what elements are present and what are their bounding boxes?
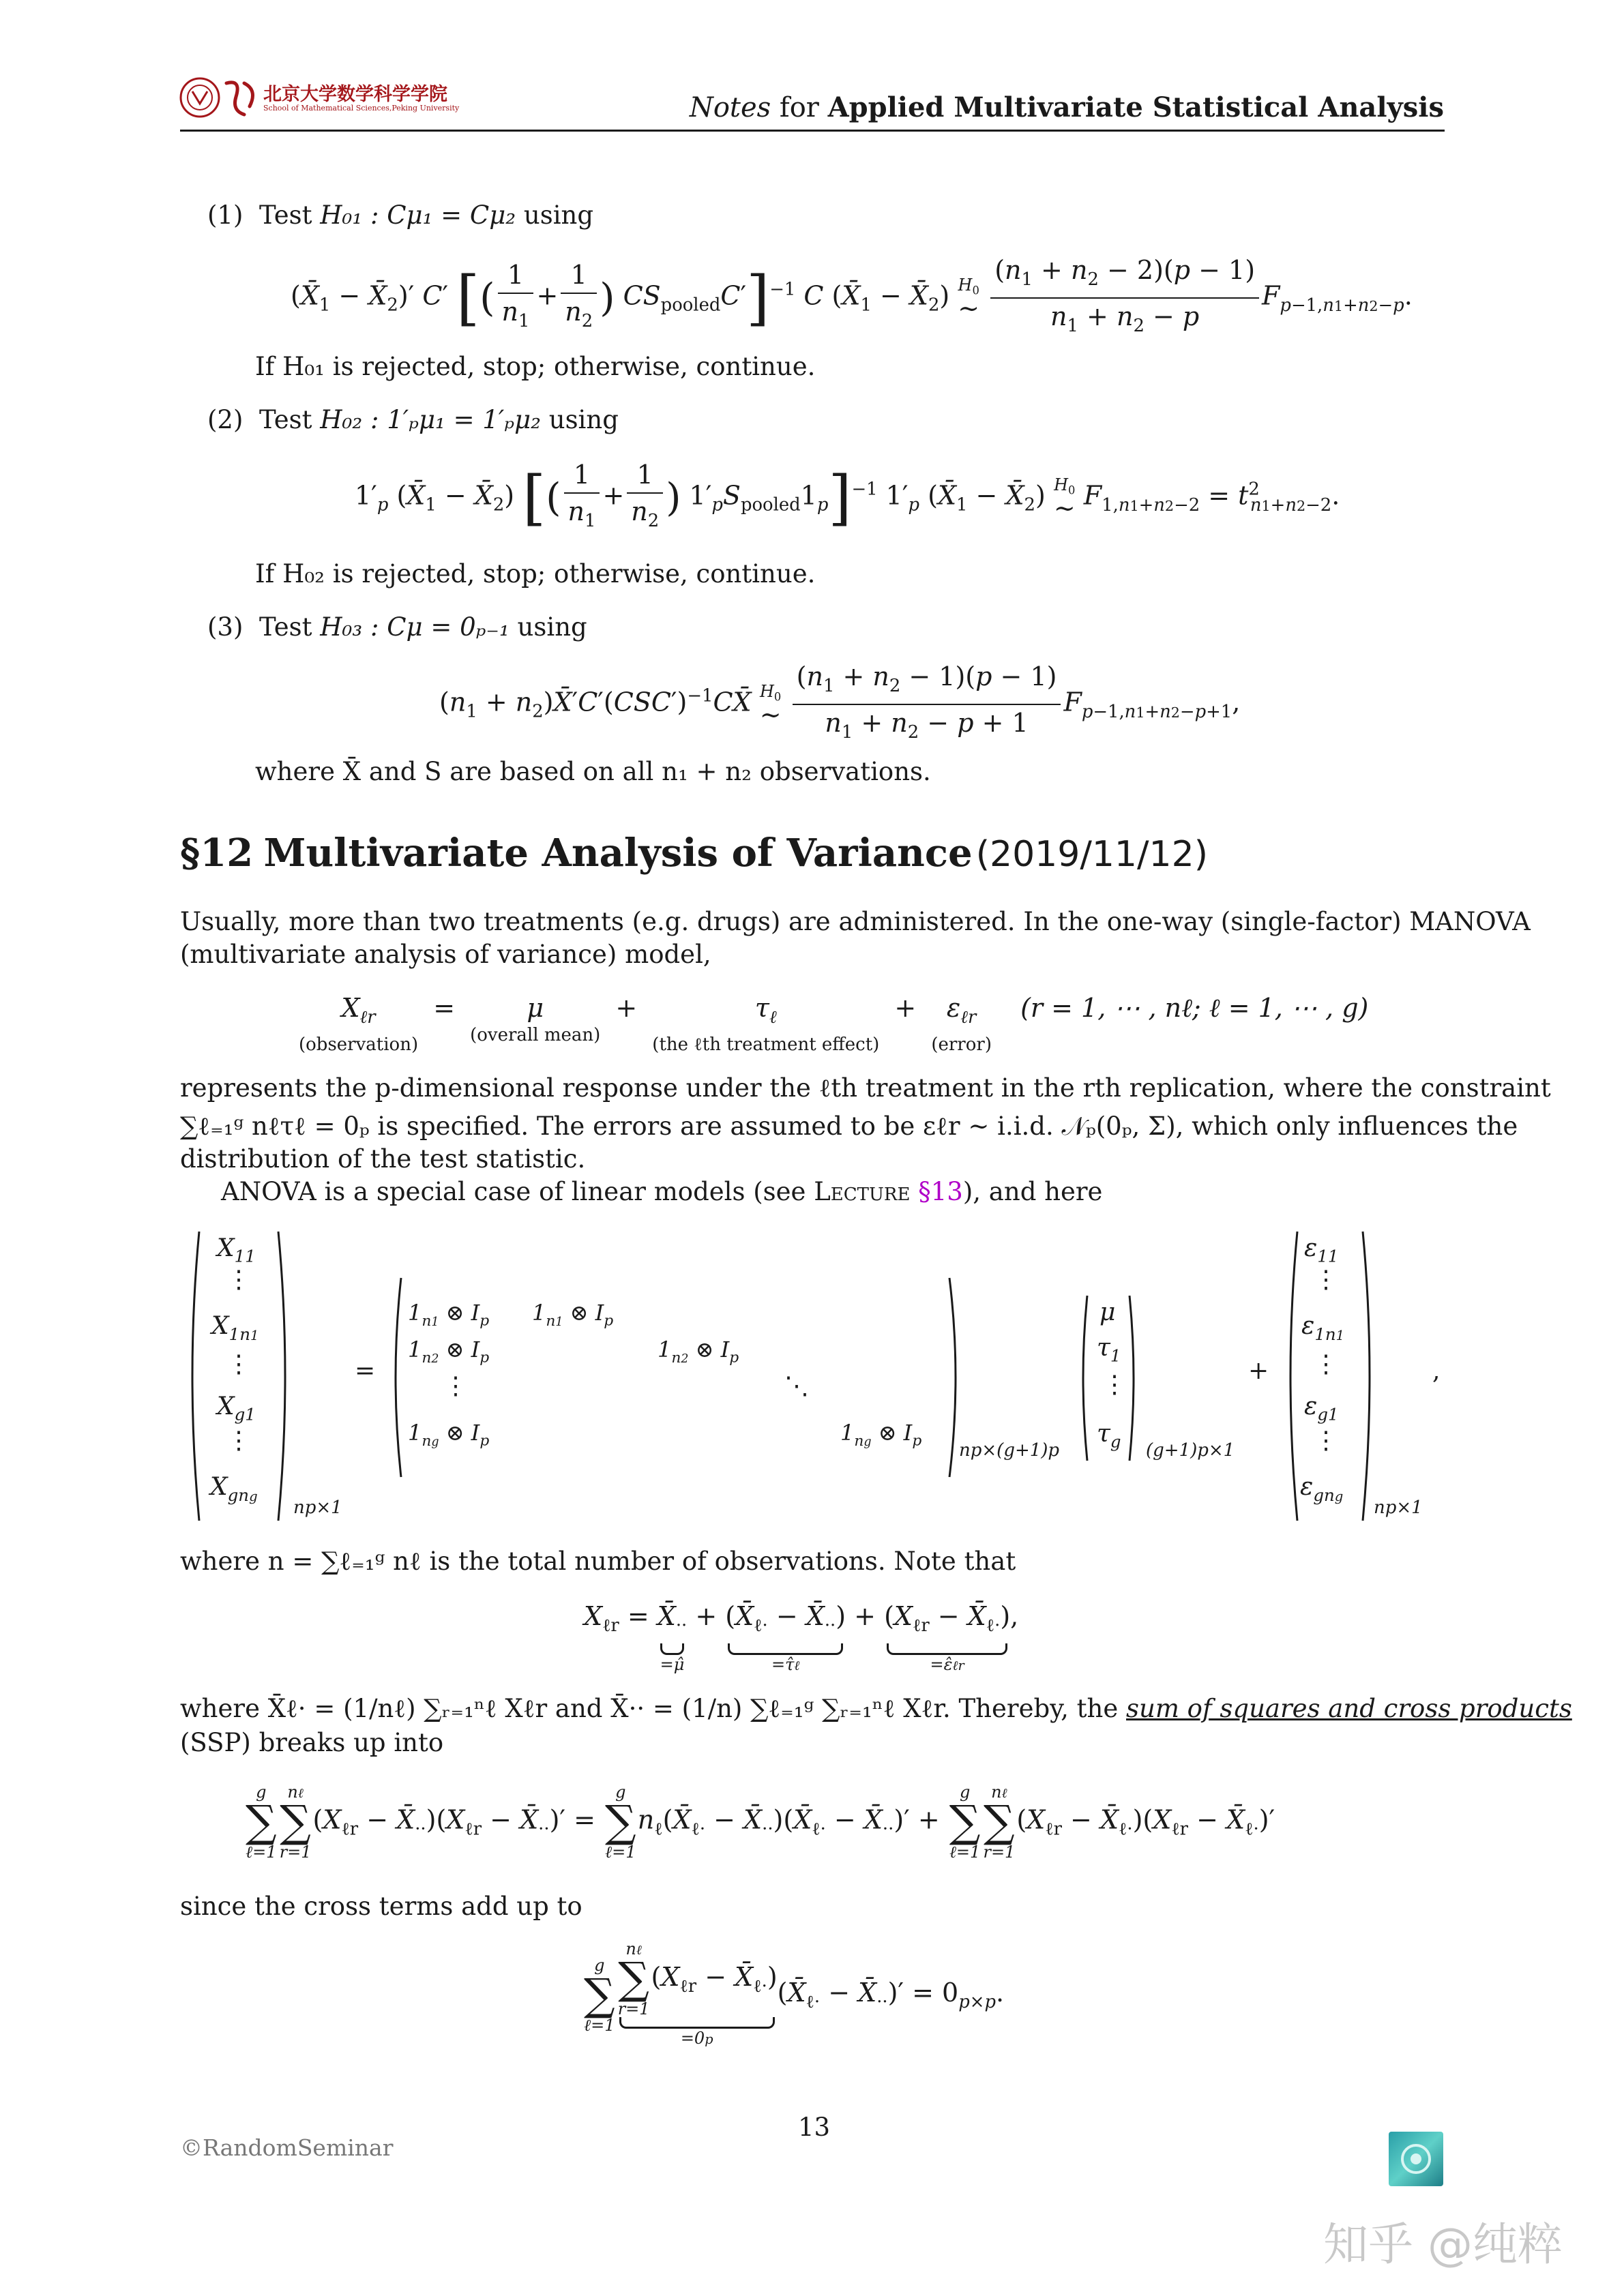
- cross-terms-equation: g ∑ ℓ=1 nℓ ∑ r=1 ($X_{\ell r}$ − $X̄_{\ell\cdot}$) =0p ($X̄_{\ell\cdot}$ − $X̄_{\cdot\cdot})' = 0_{p\times p}$.: [584, 1939, 1005, 2048]
- pku-logo-mark-icon: [224, 76, 259, 119]
- logo-en-text: School of Mathematical Sciences,Peking University: [263, 104, 460, 113]
- step-3-after: where X̄ and S are based on all n₁ + n₂ observations.: [255, 757, 931, 786]
- equation-step-1: ($X̄_1$ − $X̄_2)'$ C′ [( $\frac{1}{n_1}$ + $\frac{1}{n_2}$ ) $CS_{pooled}C']^{-1}$ C ($X̄_1$ − $X̄_2$) $H_0$ ∼ $\frac{(n_1 + n_2 - 2)(p - 1)}{n_1 + n_2 - p}$ $F_{p-1,n1+n2-p}$.: [291, 252, 1413, 344]
- matrix-equation: $X_{11}$ ⋮ $X_{1n1}$ ⋮ $X_{g1}$ ⋮ $X_{gng}$ np×1 = $1_{n1}$ ⊗ $I_p$ $1_{n1}$ ⊗ $I_p$ $1_{n2}$ ⊗ $I_p$ $1_{n2}$ ⊗ $I_p$ ⋮ ⋱ $1_{ng}$ ⊗ $I_p$ $1_{ng}$ ⊗ $I_p$ np×(g+1)p μ $\tau_1$ ⋮ $\tau_g$ (g+1)p×1 + $\varepsilon_{11}$ ⋮ $\varepsilon_{1n1}$ ⋮ $\varepsilon_{g1}$ ⋮ $\varepsilon_{gng}$ np×1 ,: [184, 1227, 1466, 1527]
- paragraph-2-line-2: ∑ℓ₌₁ᵍ nℓτℓ = 0ₚ is specified. The errors are assumed to be εℓr ~ i.i.d. 𝒩ₚ(0ₚ, Σ), which only influences the: [180, 1112, 1518, 1141]
- header-title: Notes for Applied Multivariate Statistical Analysis: [689, 91, 1444, 123]
- paragraph-2-line-1: represents the p-dimensional response under the ℓth treatment in the rth replication, where the constraint: [180, 1073, 1551, 1103]
- header-rule: [180, 130, 1445, 132]
- step-3-heading: (3) Test H₀₃ : Cμ = 0ₚ₋₁ using: [207, 612, 587, 642]
- model-equation: $X_{\ell r}$ (observation) = μ (overall mean) + $\tau_\ell$ (the ℓth treatment effect) + $\varepsilon_{\ell r}$ (error) (r = 1, ⋯ , nℓ; ℓ = 1, ⋯ , g): [299, 993, 1369, 1056]
- label-overall-mean: (overall mean): [470, 1025, 601, 1045]
- qr-badge-icon: [1389, 2132, 1443, 2186]
- step-2-heading: (2) Test H₀₂ : 1′ₚμ₁ = 1′ₚμ₂ using: [207, 405, 619, 434]
- paragraph-4: where n = ∑ℓ₌₁ᵍ nℓ is the total number of observations. Note that: [180, 1547, 1016, 1576]
- label-treatment-effect: (the ℓth treatment effect): [652, 1034, 880, 1056]
- paragraph-5-line-1: where X̄ℓ· = (1/nℓ) ∑ᵣ₌₁ⁿℓ Xℓr and X̄·· = (1/n) ∑ℓ₌₁ᵍ ∑ᵣ₌₁ⁿℓ Xℓr. Thereby, the sum of squares and cross products: [180, 1694, 1572, 1723]
- paragraph-3: ANOVA is a special case of linear models (see Lecture §13), and here: [221, 1177, 1103, 1206]
- paragraph-5-line-2: (SSP) breaks up into: [180, 1728, 444, 1757]
- ssp-equation: g ∑ ℓ=1 nℓ ∑ r=1 ($X_{\ell r}$ − $X̄_{\cdot\cdot})(X_{\ell r}$ − $X̄_{\cdot\cdot})'$ = g ∑ ℓ=1 $n_\ell(X̄_{\ell\cdot}$ − $X̄_{\cdot\cdot})(X̄_{\ell\cdot}$ − $X̄_{\cdot\cdot})'$ + g ∑ ℓ=1 nℓ ∑ r=1 ($X_{\ell r}$ − $X̄_{\ell\cdot})(X_{\ell r}$ − $X̄_{\ell\cdot})'$: [246, 1783, 1275, 1862]
- decomposition-equation: $X_{\ell r}$ = $X̄_{\cdot\cdot}$ =μ̂ + ($X̄_{\ell\cdot}$ − $X̄_{\cdot\cdot}$) =τ̂ℓ + ($X_{\ell r}$ − $X̄_{\ell\cdot}$) =ε̂ℓr ,: [584, 1601, 1019, 1675]
- paragraph-2-line-3: distribution of the test statistic.: [180, 1144, 586, 1174]
- pku-seal-icon: [179, 76, 221, 119]
- index-range: (r = 1, ⋯ , nℓ; ℓ = 1, ⋯ , g): [1020, 993, 1369, 1023]
- paragraph-1-line-1: Usually, more than two treatments (e.g. drugs) are administered. In the one-way (single-factor) MANOVA: [180, 907, 1531, 936]
- equation-step-2: $1'_p$ ($X̄_1$ − $X̄_2$) [( $\frac{1}{n_1}$ + $\frac{1}{n_2}$ ) $1'_pS_{pooled}1_p]^{-1}$ $1'_p$ ($X̄_1$ − $X̄_2$) $H_0$ ∼ $F_{1,n1+n2-2} = t^2_{n1+n2-2}$.: [355, 457, 1340, 539]
- label-error: (error): [931, 1034, 992, 1056]
- logo-cn-text: 北京大学数学科学学院: [263, 84, 447, 105]
- lecture-13-link[interactable]: §13: [918, 1177, 963, 1206]
- step-1-heading: (1) Test H₀₁ : Cμ₁ = Cμ₂ using: [207, 200, 594, 230]
- page-number: 13: [798, 2113, 831, 2142]
- header-logo: [179, 74, 465, 123]
- paragraph-1-line-2: (multivariate analysis of variance) model,: [180, 940, 711, 969]
- paragraph-6: since the cross terms add up to: [180, 1892, 582, 1921]
- watermark: 知乎 @纯粹: [1323, 2218, 1563, 2271]
- equation-step-3: ($n_1$ + $n_2)X̄'C'(CSC')^{-1}CX̄$ $H_0$ ∼ $\frac{(n_1 + n_2 - 1)(p - 1)}{n_1 + n_2 - p + 1}$ $F_{p-1,n1+n2-p+1}$,: [439, 659, 1240, 750]
- step-1-after: If H₀₁ is rejected, stop; otherwise, continue.: [255, 352, 816, 381]
- section-heading: §12 Multivariate Analysis of Variance (2019/11/12): [180, 831, 1208, 876]
- label-observation: (observation): [299, 1034, 419, 1056]
- step-2-after: If H₀₂ is rejected, stop; otherwise, continue.: [255, 559, 816, 588]
- copyright: ©RandomSeminar: [180, 2134, 394, 2161]
